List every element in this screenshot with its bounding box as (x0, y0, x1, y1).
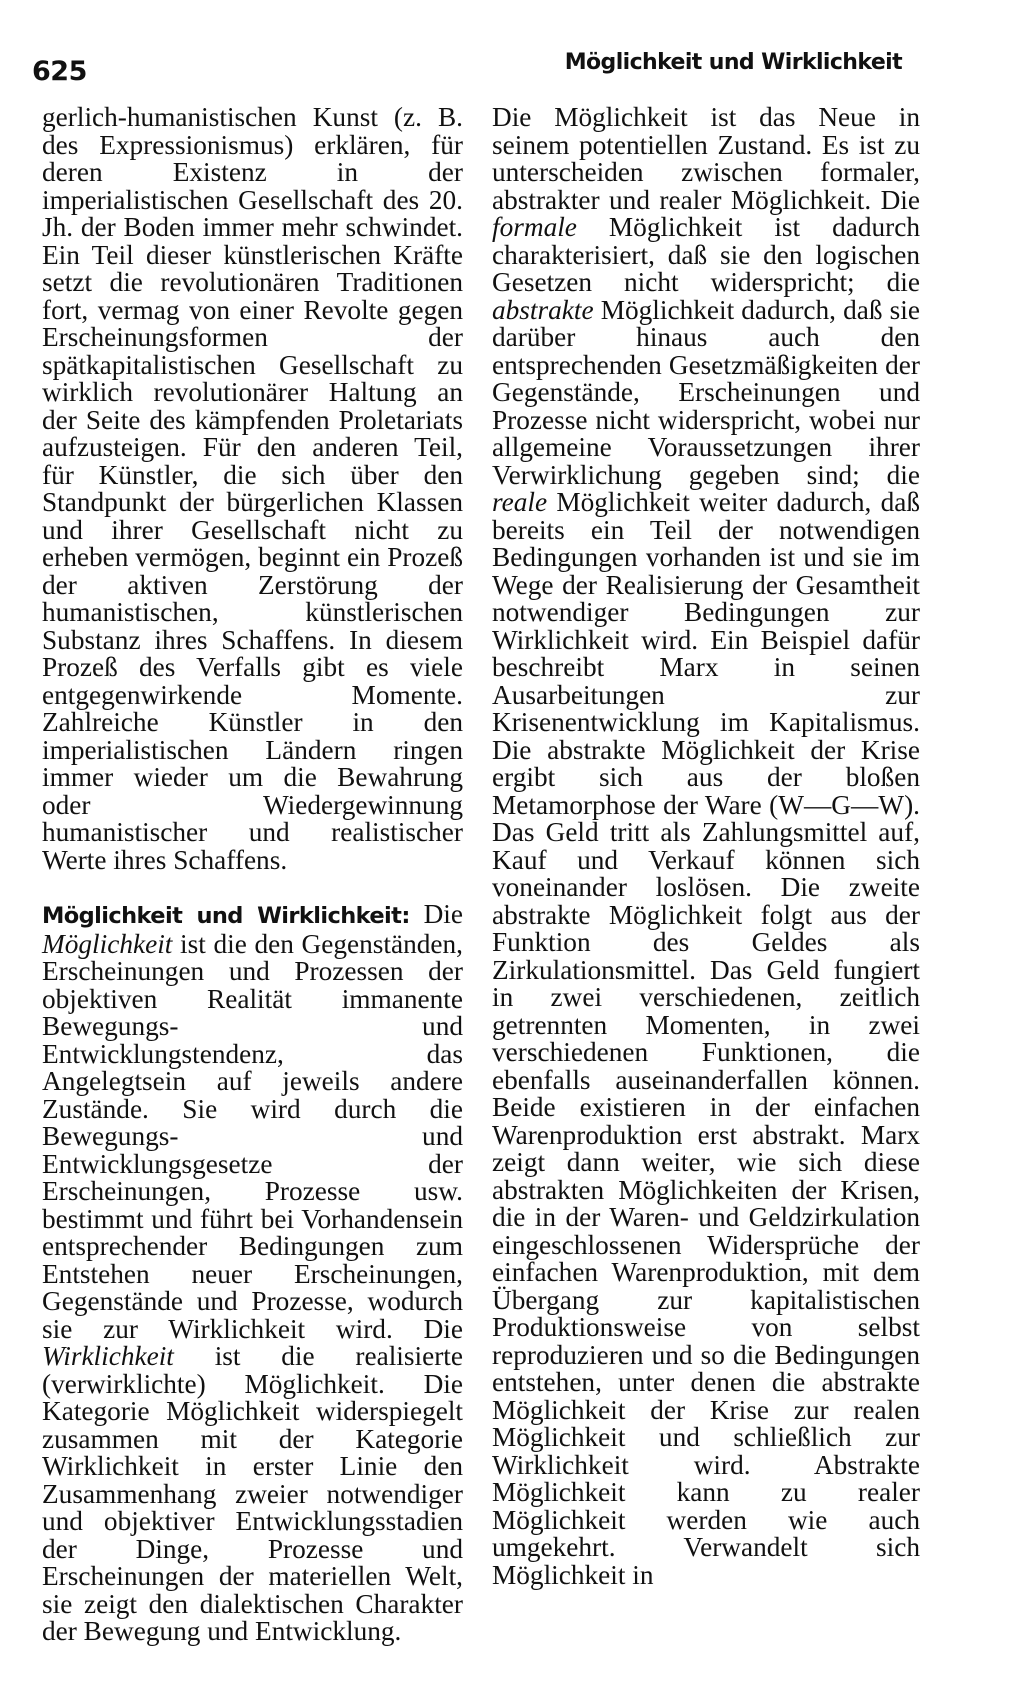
page-number: 625 (32, 56, 87, 87)
term-formale: formale (492, 212, 577, 242)
term-reale: reale (492, 487, 548, 517)
entry-text-2: ist die den Gegenständen, Erscheinungen und Prozessen der objektiven Realität immanente Bewegungs- und Entwicklungstendenz, das Angelegtsein auf jeweils andere Zustände. Sie wird durch die Bewegungs- und Entwicklungsgesetze der Erscheinungen, Prozesse usw. bestimmt und führt bei Vorhandensein entsprechender Bedingungen zum Entstehen neuer Erscheinungen, Gegenstände und Prozesse, wodurch sie zur Wirklichkeit wird. Die (42, 928, 463, 1344)
entry-spacer (42, 874, 463, 901)
term-abstrakte: abstrakte (492, 294, 594, 325)
right-column (492, 104, 920, 1589)
right-text-4: Möglichkeit weiter dadurch, daß bereits ein Teil der notwendigen Bedingungen vorhanden ist und sie im Wege der Realisierung der Gesamtheit notwendiger Bedingungen zur Wirklichkeit wird. Ein Beispiel dafür beschreibt Marx in seinen Ausarbeitungen zur Krisenentwicklung im Kapitalismus. Die abstrakte Möglichkeit der Krise ergibt sich aus der bloßen Metamorphose der Ware (W—G—W). Das Geld tritt als Zahlungsmittel auf, Kauf und Verkauf können sich voneinander loslösen. Die zweite abstrakte Möglichkeit folgt aus der Funktion des Geldes als Zirkulationsmittel. Das Geld fungiert in zwei verschiedenen, zeitlich getrennten Momenten, in zwei verschiedenen Funktionen, die ebenfalls auseinanderfallen können. Beide existieren in der einfachen Warenproduktion erst abstrakt. Marx zeigt dann weiter, wie sich diese abstrakten Möglichkeiten der Krisen, die in der Waren- und Geldzirkulation eingeschlossenen Widersprüche der einfachen Warenproduktion, mit dem Übergang zur kapitalistischen Produktionsweise von selbst reproduzieren und so die Bedingungen entstehen, unter denen die abstrakte Möglichkeit der Krise zur realen Möglichkeit und schließlich zur Wirklichkeit wird. Abstrakte Möglichkeit kann zu realer Möglichkeit werden wie auch umgekehrt. Verwandelt sich Möglichkeit in (492, 487, 920, 1590)
entry-term-wirklichkeit: Wirklichkeit (42, 1341, 174, 1371)
entry-heading: Möglichkeit und Wirklichkeit: (42, 903, 410, 929)
entry-text-3: ist die realisierte (verwirklichte) Möglichkeit. Die Kategorie Möglichkeit widerspiegelt zusammen mit der Kategorie Wirklichkeit in erster Linie den Zusammenhang zweier notwendiger und objektiver Entwicklungsstadien der Dinge, Prozesse und Erscheinungen der materiellen Welt, sie zeigt den dialektischen Charakter der Bewegung und Entwicklung. (42, 1341, 464, 1646)
continued-paragraph: gerlich-humanistischen Kunst (z. B. des Expressionismus) erklären, für deren Existenz in der imperialistischen Gesellschaft des 20. Jh. der Boden immer mehr schwindet. Ein Teil dieser künstlerischen Kräfte setzt die revolutionären Traditionen fort, vermag von einer Revolte gegen Erscheinungsformen der spätkapitalistischen Gesellschaft zu wirklich revolutionärer Haltung an der Seite des kämpfenden Proletariats aufzusteigen. Für den anderen Teil, für Künstler, die sich über den Standpunkt der bürgerlichen Klassen und ihrer Gesellschaft nicht zu erheben vermögen, beginnt ein Prozeß der aktiven Zerstörung der humanistischen, künstlerischen Substanz ihres Schaffens. In diesem Prozeß des Verfalls gibt es viele entgegenwirkende Momente. Zahlreiche Künstler in den imperialistischen Ländern ringen immer wieder um die Bewahrung oder Wiedergewinnung humanistischer und realistischer Werte ihres Schaffens. (42, 102, 463, 875)
running-head: Möglichkeit und Wirklichkeit (564, 50, 902, 75)
right-text-3: Möglichkeit dadurch, daß sie darüber hinaus auch den entsprechenden Gesetzmäßigkeiten der Gegenstände, Erscheinungen und Prozesse nicht widerspricht, wobei nur allgemeine Voraussetzungen ihrer Verwirklichung gegeben sind; die (492, 294, 920, 490)
entry-text-1: Die (423, 899, 464, 929)
entry-term-moeglichkeit: Möglichkeit (42, 928, 173, 959)
entry-paragraph (42, 901, 463, 1646)
left-column (42, 104, 463, 1646)
right-text-1: Die Möglichkeit ist das Neue in seinem potentiellen Zustand. Es ist zu unterscheiden zwischen formaler, abstrakter und realer Möglichkeit. Die (492, 102, 920, 215)
right-paragraph (492, 104, 920, 1589)
right-text-2: Möglichkeit ist dadurch charakterisiert, daß sie den logischen Gesetzen nicht widerspricht; die (492, 212, 920, 297)
